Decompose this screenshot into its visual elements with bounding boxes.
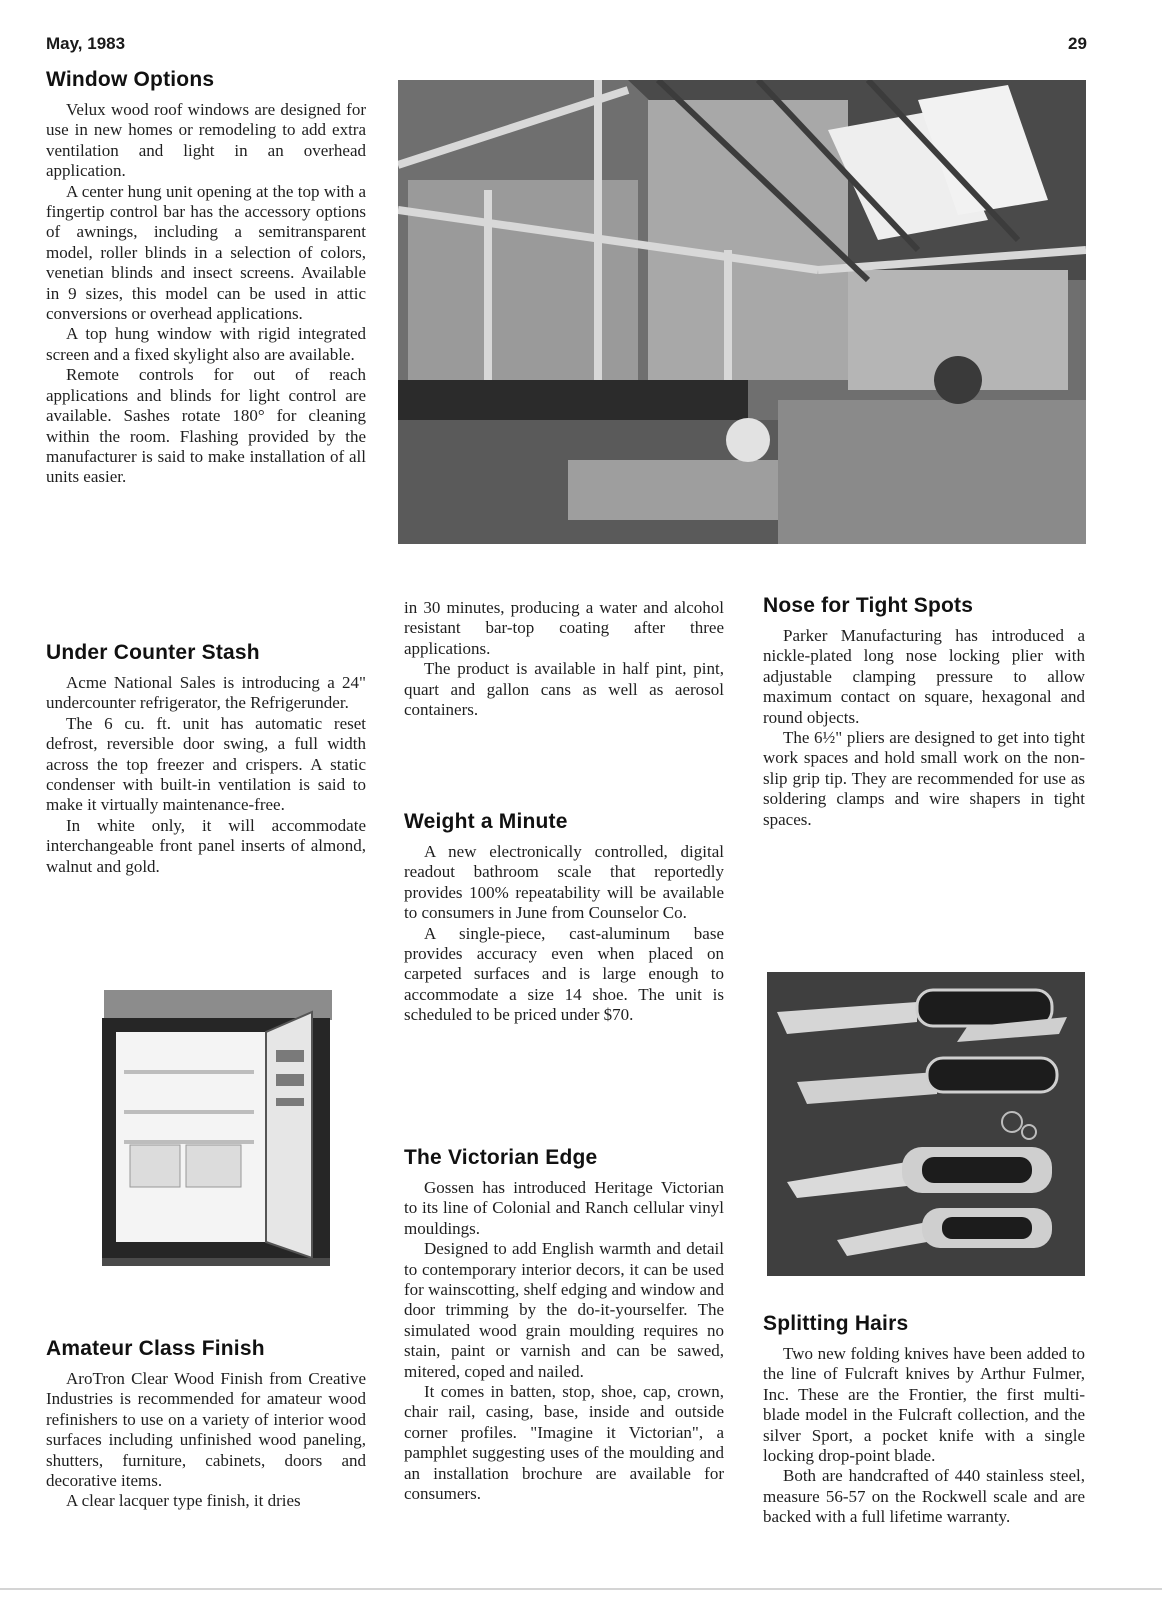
page-bottom-rule: [0, 1588, 1162, 1590]
article-under-counter-stash: [46, 641, 366, 877]
sunroom-skylight-photo: [398, 80, 1086, 544]
article-window-options: [46, 68, 366, 488]
article-title: Window Options: [46, 68, 215, 91]
article-weight-a-minute: [404, 810, 724, 1026]
article-paragraph: A top hung window with rigid integrated screen and a fixed skylight also are available.: [46, 324, 366, 364]
article-paragraph: It comes in batten, stop, shoe, cap, crown, chair rail, casing, base, inside and outside corner profiles. "Imagine it Victorian", a pamphlet suggesting uses of the moulding and an installation brochure are available for consumers.: [404, 1382, 724, 1504]
article-paragraph: The 6 cu. ft. unit has automatic reset defrost, reversible door swing, a full width across the top freezer and crispers. A static condenser with built-in ventilation is said to make it virtually maintenance-free.: [46, 713, 366, 815]
page-number: 29: [1068, 34, 1087, 53]
article-paragraph: A single-piece, cast-aluminum base provides accuracy even when placed on carpeted surfaces and is large enough to accommodate a size 14 shoe. The unit is scheduled to be priced under $70.: [404, 923, 724, 1025]
article-title: Amateur Class Finish: [46, 1337, 265, 1360]
article-paragraph: The product is available in half pint, pint, quart and gallon cans as well as aerosol containers.: [404, 659, 724, 720]
article-title: The Victorian Edge: [404, 1146, 598, 1169]
article-title: Nose for Tight Spots: [763, 594, 974, 617]
refrigerator-photo: [100, 990, 335, 1285]
article-paragraph: Gossen has introduced Heritage Victorian to its line of Colonial and Ranch cellular vinyl mouldings.: [404, 1178, 724, 1238]
article-paragraph: A clear lacquer type finish, it dries: [66, 1491, 301, 1511]
article-amateur-continuation: [404, 598, 724, 720]
article-paragraph: AroTron Clear Wood Finish from Creative Industries is recommended for amateur wood refinishers to use on a variety of interior wood surfaces including unfinished wood paneling, shutters, furniture, cabinets, doors and decorative items.: [46, 1369, 366, 1491]
article-paragraph: In white only, it will accommodate interchangeable front panel inserts of almond, walnut and gold.: [46, 815, 366, 876]
article-title: Under Counter Stash: [46, 641, 260, 664]
article-paragraph: The 6½" pliers are designed to get into tight work spaces and hold small work on the non-slip grip tip. They are recommended for use as soldering clamps and wire shapers in tight spaces.: [763, 728, 1085, 829]
article-paragraph: Both are handcrafted of 440 stainless steel, measure 56-57 on the Rockwell scale and are backed with a full lifetime warranty.: [763, 1466, 1085, 1527]
article-paragraph: Designed to add English warmth and detail to contemporary interior decors, it can be used for wainscotting, shelf edging and window and door trimming by the do-it-yourselfer. The simulated wood grain moulding requires no stain, paint or varnish and can be sawed, mitered, coped and nailed.: [404, 1239, 724, 1381]
article-victorian-edge: [404, 1146, 724, 1505]
article-paragraph: A new electronically controlled, digital readout bathroom scale that reportedly provides 100% repeatability will be available to consumers in June from Counselor Co.: [404, 842, 724, 923]
article-nose-for-tight-spots: [763, 594, 1085, 830]
article-paragraph: Remote controls for out of reach applications and blinds for light control are available. Sashes rotate 180° for cleaning within the room. Flashing provided by the manufacturer is said to make installation of all units easier.: [46, 365, 366, 487]
issue-date: May, 1983: [46, 34, 126, 53]
article-paragraph: Two new folding knives have been added to the line of Fulcraft knives by Arthur Fulmer, Inc. These are the Frontier, the first multi-blade model in the Fulcraft collection, and the silver Sport, a pocket knife with a single locking drop-point blade.: [763, 1344, 1085, 1466]
article-paragraph: in 30 minutes, producing a water and alcohol resistant bar-top coating after three applications.: [404, 598, 724, 658]
article-amateur-class-finish: [46, 1337, 366, 1512]
folding-knives-photo: [767, 972, 1085, 1276]
article-title: Weight a Minute: [404, 810, 568, 833]
article-splitting-hairs: [763, 1312, 1085, 1528]
article-paragraph: Acme National Sales is introducing a 24" undercounter refrigerator, the Refrigerunder.: [46, 673, 366, 713]
article-paragraph: Velux wood roof windows are designed for use in new homes or remodeling to add extra ventilation and light in an overhead application.: [46, 100, 366, 181]
article-paragraph: A center hung unit opening at the top with a fingertip control bar has the accessory options of awnings, including a semitransparent model, roller blinds in a selection of colors, venetian blinds and insect screens. Available in 9 sizes, this model can be used in attic conversions or overhead applications.: [46, 181, 366, 324]
article-title: Splitting Hairs: [763, 1312, 909, 1335]
article-paragraph: Parker Manufacturing has introduced a nickle-plated long nose locking plier with adjustable clamping pressure to allow maximum contact on square, hexagonal and round objects.: [763, 626, 1085, 727]
